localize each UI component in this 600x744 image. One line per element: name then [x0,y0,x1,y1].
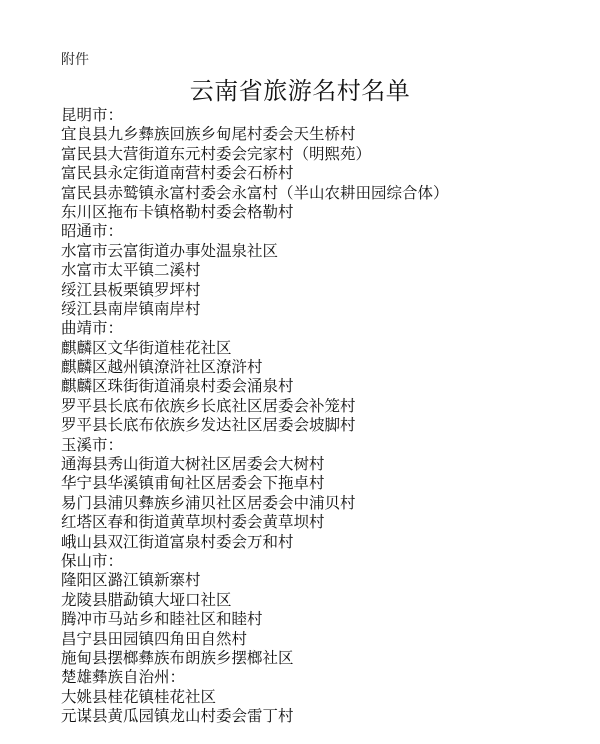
village-entry: 富民县大营街道东元村委会完家村（明熙苑） [61,144,372,163]
region-heading: 保山市： [61,551,124,570]
village-entry: 宜良县九乡彝族回族乡甸尾村委会天生桥村 [61,125,356,144]
region-heading: 昆明市： [61,106,124,124]
village-entry: 麒麟区珠街街道涌泉村委会涌泉村 [61,377,294,396]
document-title: 云南省旅游名村名单 [189,77,411,105]
village-entry: 水富市太平镇二溪村 [61,261,201,280]
village-entry: 龙陵县腊勐镇大垭口社区 [61,590,232,609]
village-entry: 富民县永定街道南营村委会石桥村 [61,164,294,183]
village-entry: 华宁县华溪镇甫甸社区居委会下拖卓村 [61,474,325,493]
village-entry: 罗平县长底布依族乡长底社区居委会补笼村 [61,396,356,415]
village-entry: 富民县赤鹫镇永富村委会永富村（半山农耕田园综合体） [61,183,449,202]
attachment-label: 附件 [61,52,89,68]
village-entry: 通海县秀山街道大树社区居委会大树村 [61,455,325,474]
village-entry: 易门县浦贝彝族乡浦贝社区居委会中浦贝村 [61,493,356,512]
village-entry: 元谋县黄瓜园镇龙山村委会雷丁村 [61,707,294,726]
village-entry: 红塔区春和街道黄草坝村委会黄草坝村 [61,513,325,532]
village-entry: 绥江县板栗镇罗坪村 [61,280,201,299]
village-entry: 施甸县摆榔彝族布朗族乡摆榔社区 [61,648,294,667]
village-entry: 东川区拖布卡镇格勒村委会格勒村 [61,202,294,221]
village-list [61,106,449,727]
village-entry: 罗平县长底布依族乡发达社区居委会坡脚村 [61,416,356,435]
region-heading: 楚雄彝族自治州： [61,668,186,687]
region-heading: 昭通市： [61,222,124,241]
village-entry: 绥江县南岸镇南岸村 [61,299,201,318]
village-entry: 昌宁县田园镇四角田自然村 [61,629,248,648]
region-heading: 玉溪市： [61,435,124,454]
village-entry: 峨山县双江街道富泉村委会万和村 [61,532,294,551]
region-heading: 曲靖市： [61,319,124,338]
village-entry: 麒麟区文华街道桂花社区 [61,338,232,357]
village-entry: 腾冲市马站乡和睦社区和睦村 [61,610,263,629]
village-entry: 隆阳区潞江镇新寨村 [61,571,201,590]
village-entry: 水富市云富街道办事处温泉社区 [61,241,279,260]
village-entry: 大姚县桂花镇桂花社区 [61,687,217,706]
village-entry: 麒麟区越州镇潦浒社区潦浒村 [61,358,263,377]
